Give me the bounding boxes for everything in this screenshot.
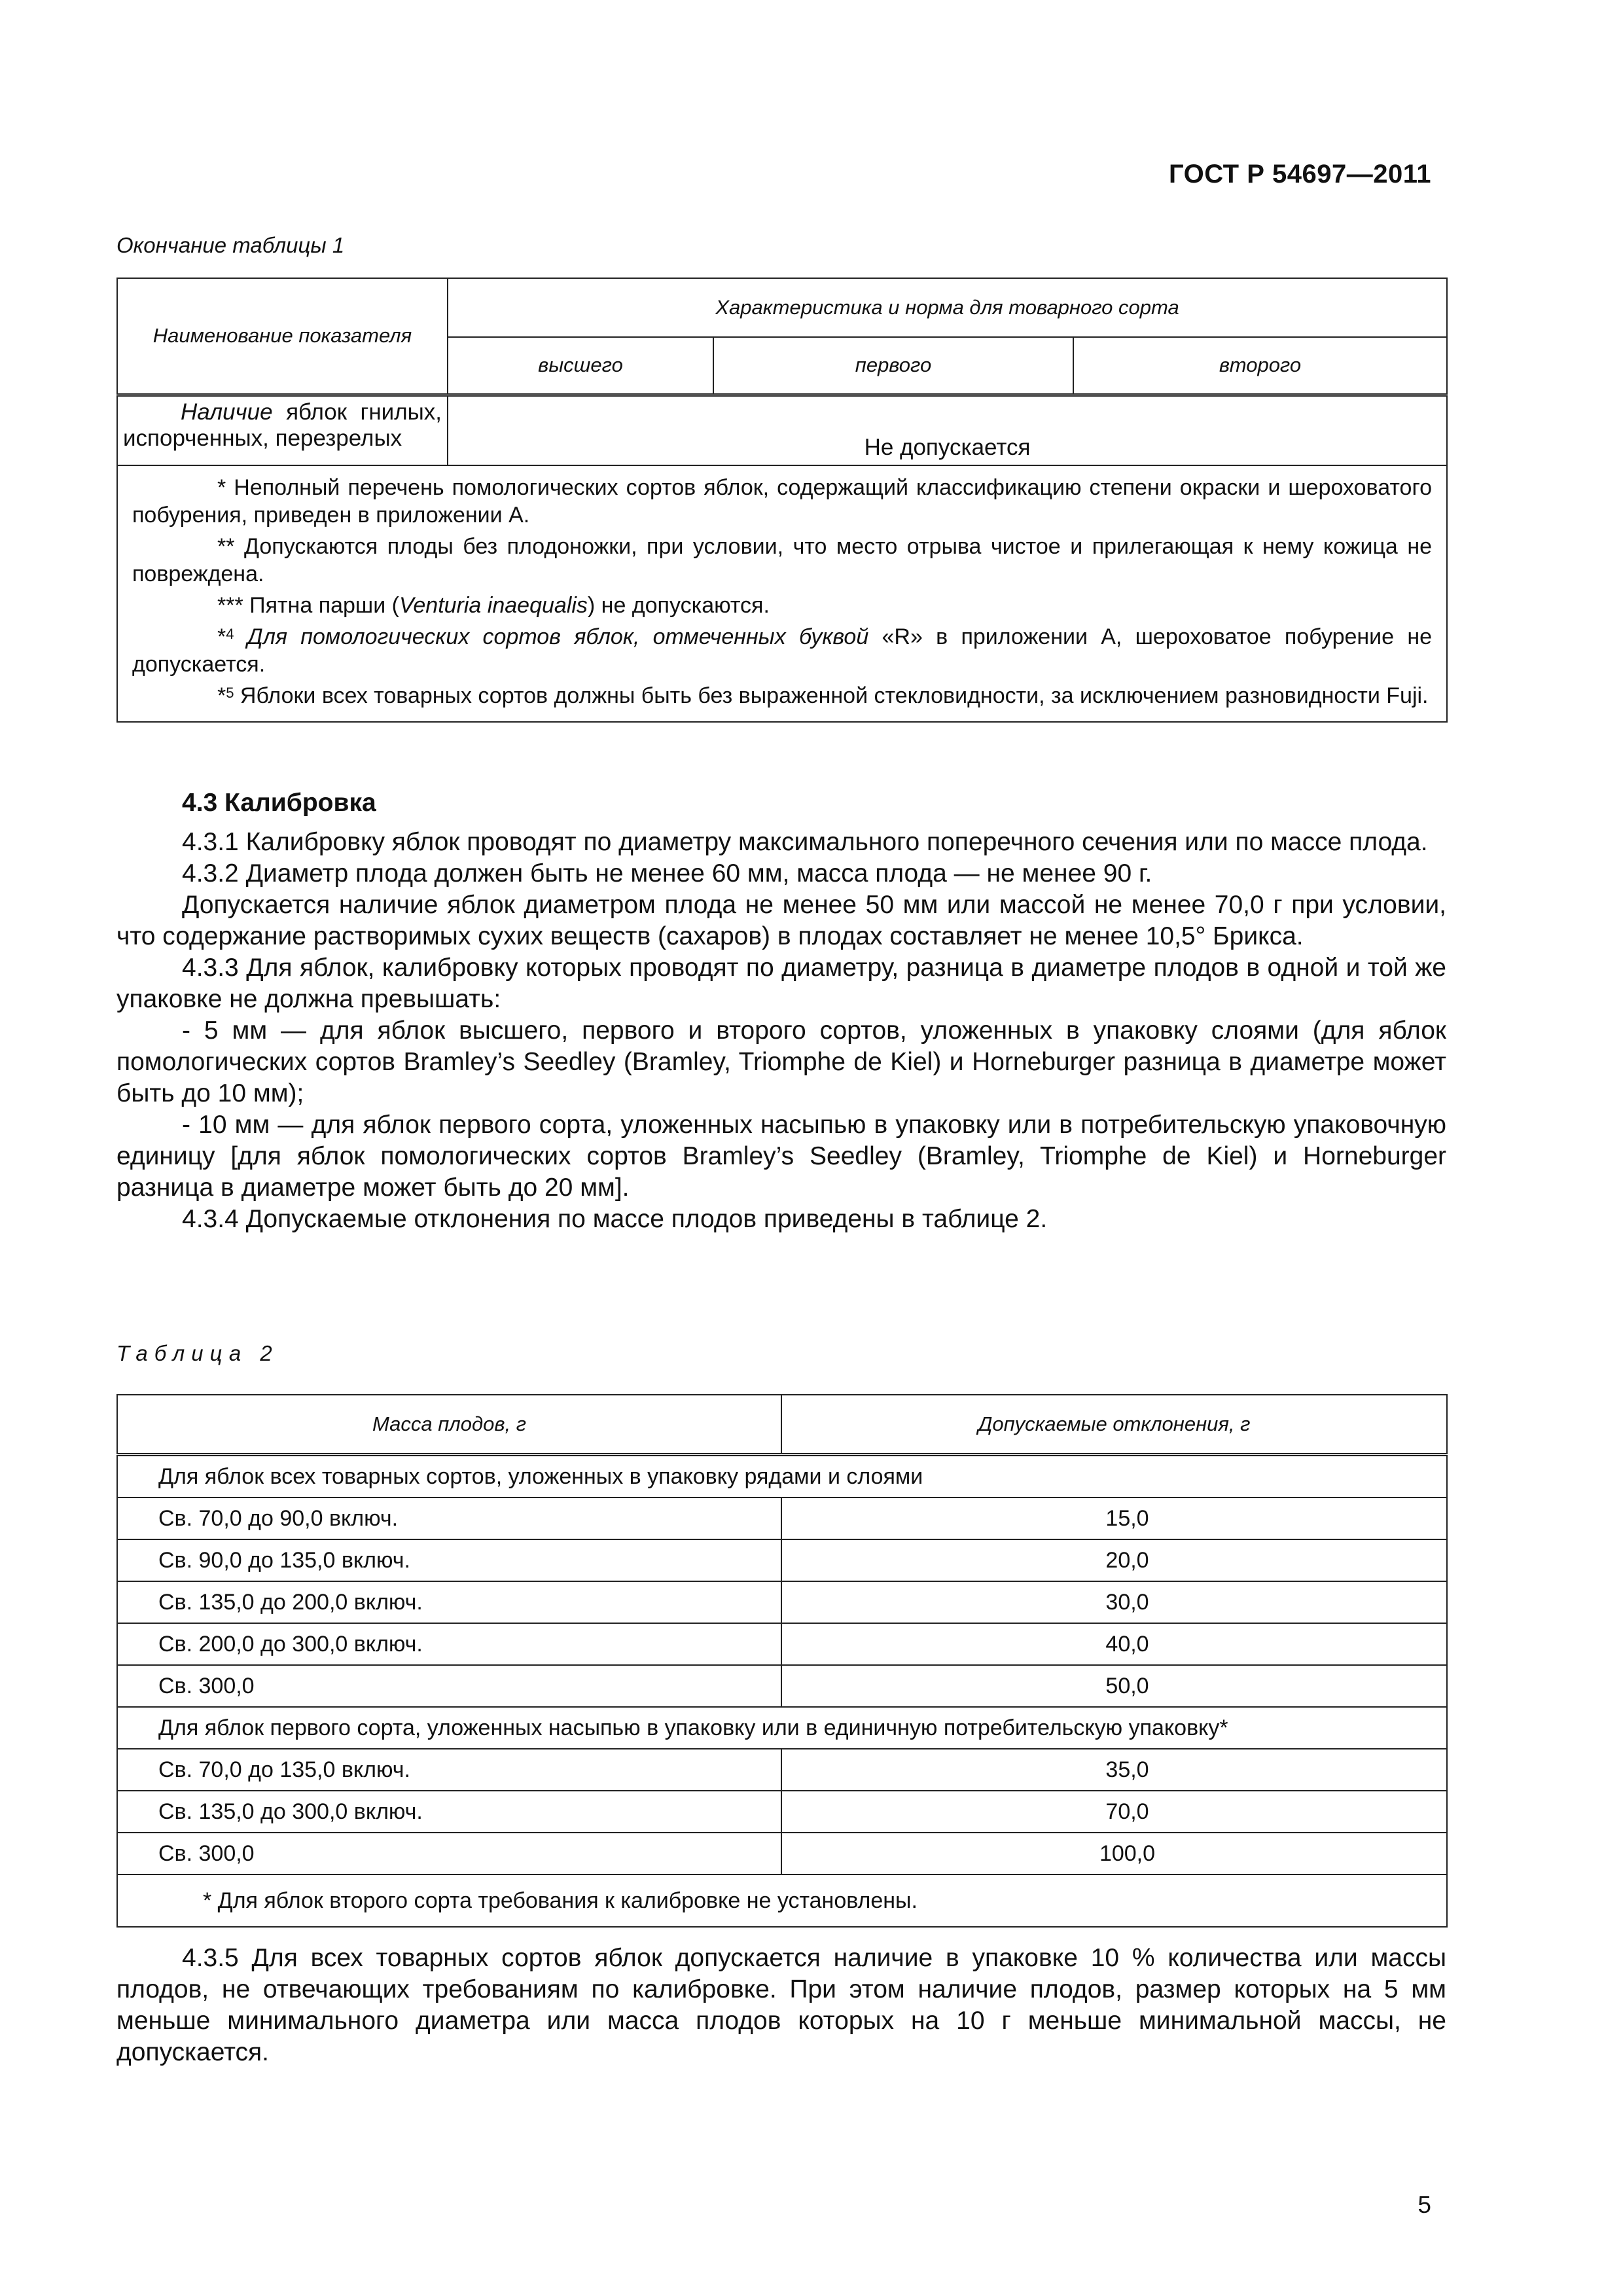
- table2-header-mass: Масса плодов, г: [117, 1395, 781, 1455]
- table-row: [117, 1498, 1447, 1539]
- table-row: [117, 1581, 1447, 1623]
- paragraph: 4.3.1 Калибровку яблок проводят по диаметру максимального поперечного сечения или по массе плода.: [182, 828, 1428, 856]
- table2-mass-cell: Св. 135,0 до 300,0 включ.: [117, 1791, 781, 1833]
- table1-header-grade: высшего: [448, 337, 713, 395]
- section-title: 4.3 Калибровка: [182, 789, 376, 817]
- paragraph: - 10 мм — для яблок первого сорта, уложенных насыпью в упаковку или в потребительскую упаковочную единицу [для яблок помологических сортов Bramley’s Seedley (Bramley, Triomphe de Kiel) и Horneburger разница в диаметре может быть до 20 мм].: [116, 1111, 1446, 1202]
- table1-header-group: Характеристика и норма для товарного сорта: [448, 278, 1447, 337]
- table1-row-name: [117, 395, 448, 465]
- table1-row-name-italic: Наличие: [181, 399, 273, 425]
- table2-mass-cell: Св. 70,0 до 90,0 включ.: [117, 1498, 781, 1539]
- table2-header-deviation: Допускаемые отклонения, г: [781, 1395, 1447, 1455]
- table2-mass-cell: Св. 200,0 до 300,0 включ.: [117, 1623, 781, 1665]
- table1-note: *$^5$ Яблоки всех товарных сортов должны быть без выраженной стекловидности, за исключением разновидности Fuji.: [217, 683, 1429, 708]
- table2-deviation-cell: 50,0: [781, 1665, 1447, 1707]
- table2-group-row: Для яблок всех товарных сортов, уложенных в упаковку рядами и слоями: [117, 1455, 1447, 1498]
- document-number: ГОСТ Р 54697—2011: [1169, 160, 1431, 188]
- table-row: [117, 1623, 1447, 1665]
- table2-deviation-cell: 20,0: [781, 1539, 1447, 1581]
- table1-header-name: Наименование показателя: [117, 278, 448, 395]
- table2-deviation-cell: 15,0: [781, 1498, 1447, 1539]
- table1-row-value: Не допускается: [448, 395, 1447, 465]
- table2-group-row: Для яблок первого сорта, уложенных насыпью в упаковку или в единичную потребительскую упаковку*: [117, 1707, 1447, 1749]
- paragraph: 4.3.3 Для яблок, калибровку которых проводят по диаметру, разница в диаметре плодов в одной и той же упаковке не должна превышать:: [116, 954, 1446, 1013]
- table2-mass-cell: Св. 70,0 до 135,0 включ.: [117, 1749, 781, 1791]
- table-row: [117, 1665, 1447, 1707]
- table1-header-grade: первого: [713, 337, 1073, 395]
- table2-mass-cell: Св. 90,0 до 135,0 включ.: [117, 1539, 781, 1581]
- paragraph: Допускается наличие яблок диаметром плода не менее 50 мм или массой не менее 70,0 г при условии, что содержание растворимых сухих веществ (сахаров) в плодах составляет не менее 10,5° Брикса.: [116, 891, 1446, 950]
- paragraph: - 5 мм — для яблок высшего, первого и второго сортов, уложенных в упаковку слоями (для яблок помологических сортов Bramley’s Seedley (Bramley, Triomphe de Kiel) и Horneburger разница в диаметре может быть до 10 мм);: [116, 1016, 1446, 1107]
- table1-caption: Окончание таблицы 1: [116, 233, 345, 257]
- table2-deviation-cell: 35,0: [781, 1749, 1447, 1791]
- table2-mass-cell: Св. 300,0: [117, 1665, 781, 1707]
- table-row: [117, 1539, 1447, 1581]
- paragraph: 4.3.5 Для всех товарных сортов яблок допускается наличие в упаковке 10 % количества или массы плодов, не отвечающих требованиям по калибровке. При этом наличие плодов, размер которых на 5 мм меньше минимального диаметра или масса плодов которых на 10 г меньше минимальной массы, не допускается.: [116, 1944, 1446, 2066]
- table1-header-grade: второго: [1073, 337, 1447, 395]
- table1-note: *** Пятна парши (Venturia inaequalis) не допускаются.: [217, 593, 770, 618]
- table2-deviation-cell: 30,0: [781, 1581, 1447, 1623]
- table-row: [117, 1833, 1447, 1874]
- page-number: 5: [1418, 2191, 1431, 2218]
- paragraph: 4.3.2 Диаметр плода должен быть не менее 60 мм, масса плода — не менее 90 г.: [182, 859, 1152, 888]
- table-2: [116, 1394, 1448, 1928]
- table2-mass-cell: Св. 135,0 до 200,0 включ.: [117, 1581, 781, 1623]
- table2-deviation-cell: 70,0: [781, 1791, 1447, 1833]
- table2-footnote: * Для яблок второго сорта требования к калибровке не установлены.: [117, 1874, 1447, 1927]
- table2-deviation-cell: 100,0: [781, 1833, 1447, 1874]
- table1-notes: [117, 465, 1447, 722]
- paragraph-4-3-5: [116, 1943, 1446, 2068]
- table-1: [116, 278, 1448, 723]
- table2-deviation-cell: 40,0: [781, 1623, 1447, 1665]
- table1-note: *$^4$ Для помологических сортов яблок, отмеченных буквой «R» в приложении А, шероховатое побурение не допускается.: [132, 624, 1433, 677]
- table1-note: ** Допускаются плоды без плодоножки, при условии, что место отрыва чистое и прилегающая к нему кожица не повреждена.: [132, 534, 1433, 586]
- table1-row-name-rest: яблок гнилых, испорченных, перезрелых: [123, 399, 442, 451]
- table-row: [117, 1791, 1447, 1833]
- table-row: [117, 1749, 1447, 1791]
- table1-note: * Неполный перечень помологических сортов яблок, содержащий классификацию степени окраски и шероховатого побурения, приведен в приложении А.: [132, 475, 1433, 528]
- section-4-3: [116, 787, 1446, 1235]
- table2-caption: Таблица 2: [116, 1341, 279, 1365]
- table2-mass-cell: Св. 300,0: [117, 1833, 781, 1874]
- paragraph: 4.3.4 Допускаемые отклонения по массе плодов приведены в таблице 2.: [182, 1205, 1048, 1233]
